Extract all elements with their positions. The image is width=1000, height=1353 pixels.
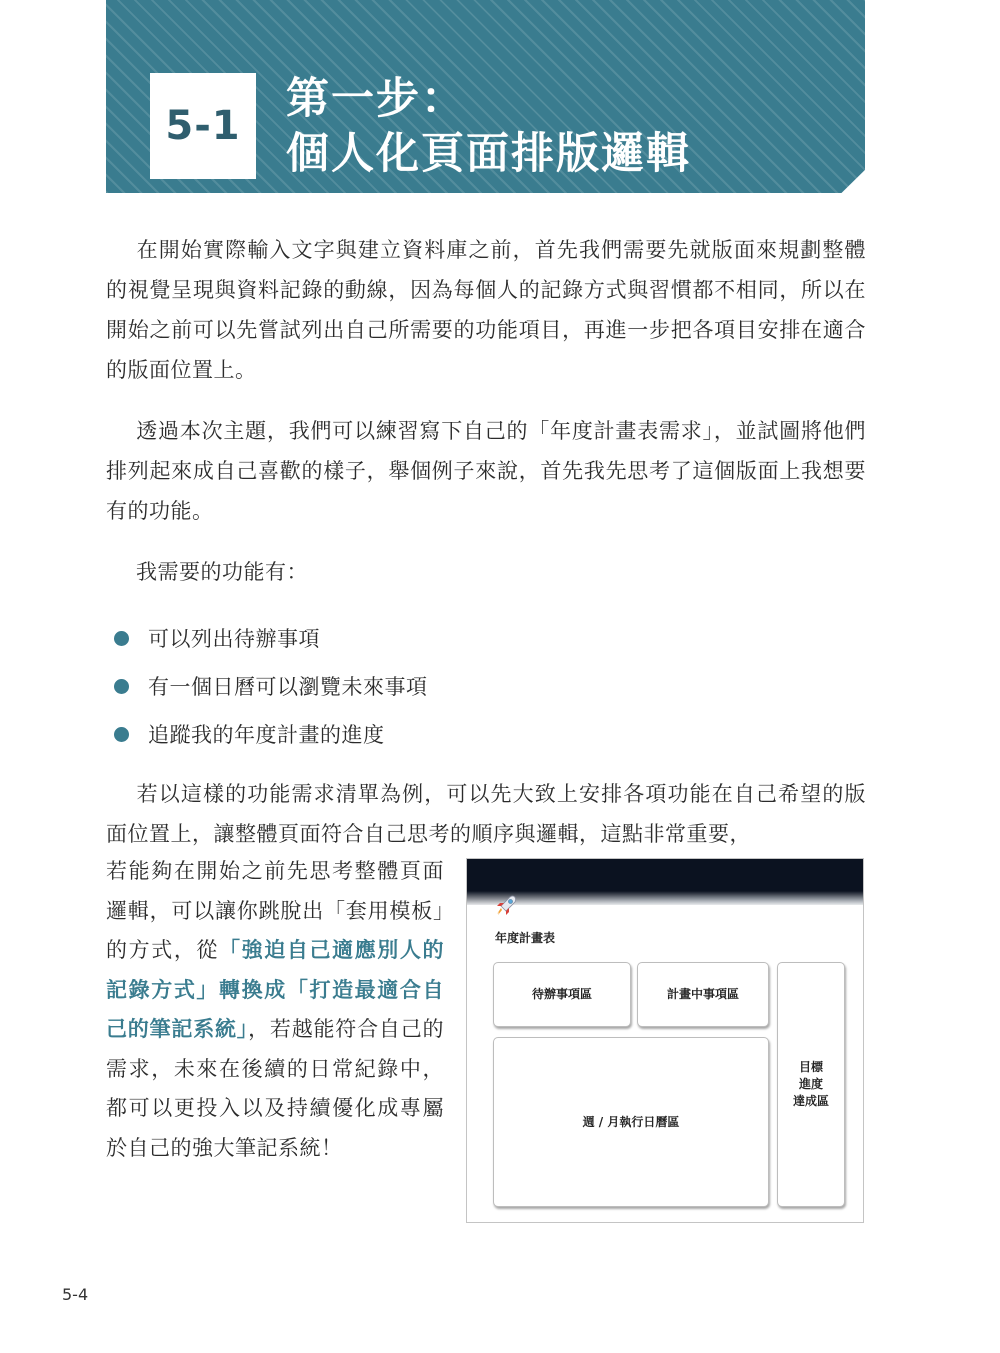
section-title-line2: 個人化頁面排版邏輯 bbox=[286, 129, 691, 179]
paragraph-needs bbox=[106, 552, 866, 592]
feature-list-item-text: 追蹤我的年度計畫的進度 bbox=[148, 723, 385, 747]
bullet-dot-icon bbox=[114, 631, 129, 646]
paragraph-intro bbox=[106, 230, 866, 390]
feature-list-item bbox=[114, 662, 428, 710]
feature-list-item-text: 可以列出待辦事項 bbox=[148, 627, 320, 651]
rocket-icon bbox=[493, 893, 519, 919]
side-paragraph-text: 若能夠在開始之前先思考整體頁面邏輯，可以讓你跳脫出「套用模板」的方式，從 bbox=[106, 859, 444, 962]
paragraph-needs-text: 我需要的功能有： bbox=[136, 560, 308, 584]
figure-cover-image bbox=[467, 859, 863, 905]
side-paragraph bbox=[106, 852, 444, 1168]
paragraph-intro-text: 在開始實際輸入文字與建立資料庫之前，首先我們需要先就版面來規劃整體的視覺呈現與資料記錄的動線，因為每個人的記錄方式與習慣都不相同，所以在開始之前可以先嘗試列出自己所需要的功能項目，再進一步把各項目安排在適合的版面位置上。 bbox=[106, 238, 866, 382]
feature-list bbox=[114, 614, 428, 758]
side-paragraph-text-end: ，若越能符合自己的需求，未來在後續的日常紀錄中，都可以更投入以及持續優化成專屬於自己的強大筆記系統！ bbox=[106, 1017, 445, 1160]
goal-label-line3: 達成區 bbox=[792, 1094, 829, 1108]
page-number: 5-4 bbox=[62, 1285, 89, 1304]
figure-title: 年度計畫表 bbox=[495, 931, 556, 945]
feature-list-item bbox=[114, 710, 428, 758]
section-title-line1: 第一步： bbox=[286, 74, 466, 124]
section-title bbox=[286, 72, 691, 182]
paragraph-theme bbox=[106, 411, 866, 531]
paragraph-example bbox=[106, 774, 866, 854]
goal-label-line2: 進度 bbox=[798, 1077, 823, 1091]
todo-area-box: 待辦事項區 bbox=[493, 962, 631, 1027]
feature-list-item-text: 有一個日曆可以瀏覽未來事項 bbox=[148, 675, 428, 699]
paragraph-theme-text: 透過本次主題，我們可以練習寫下自己的「年度計畫表需求」，並試圖將他們排列起來成自己喜歡的樣子，舉個例子來說，首先我先思考了這個版面上我想要有的功能。 bbox=[106, 419, 866, 523]
bullet-dot-icon bbox=[114, 727, 129, 742]
side-paragraph-highlight: 「強迫自己適應別人的記錄方式」轉換成「打造最適合自己的筆記系統」 bbox=[106, 938, 445, 1041]
planned-area-box: 計畫中事項區 bbox=[637, 962, 769, 1027]
goal-label-line1: 目標 bbox=[798, 1060, 823, 1074]
section-number-badge: 5-1 bbox=[150, 73, 256, 179]
paragraph-example-text: 若以這樣的功能需求清單為例，可以先大致上安排各項功能在自己希望的版面位置上，讓整體頁面符合自己思考的順序與邏輯，這點非常重要， bbox=[106, 782, 866, 846]
layout-figure bbox=[466, 858, 864, 1223]
feature-list-item bbox=[114, 614, 428, 662]
bullet-dot-icon bbox=[114, 679, 129, 694]
goal-progress-box bbox=[777, 962, 845, 1207]
calendar-area-box: 週 / 月執行日曆區 bbox=[493, 1037, 769, 1207]
